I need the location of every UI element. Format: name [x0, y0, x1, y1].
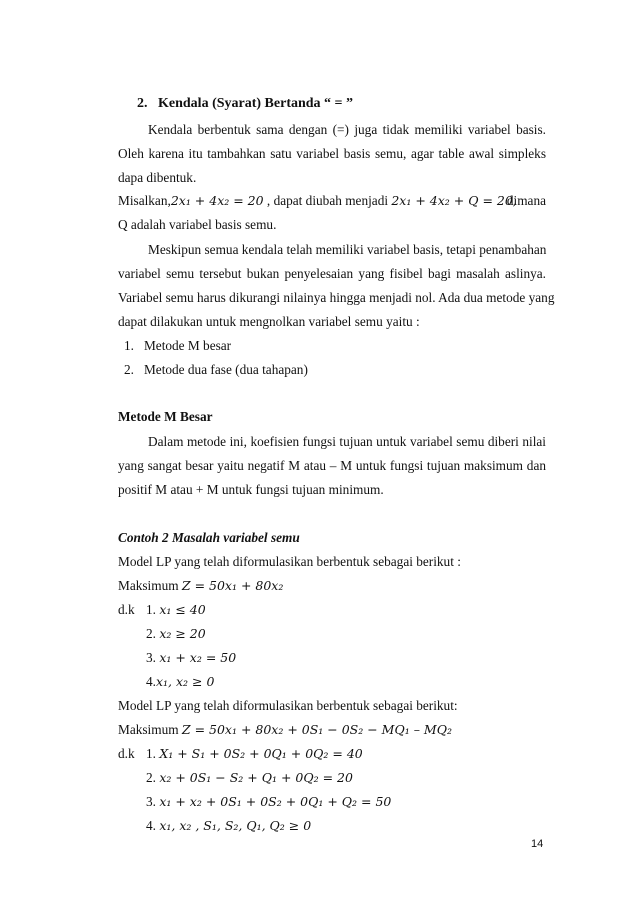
constraint-equation: X₁ + S₁ + 0S₂ + 0Q₁ + 0Q₂ = 40: [159, 746, 363, 761]
constraint-label: d.k: [118, 602, 135, 617]
example-suffix: dimana: [506, 193, 546, 208]
objective-equation: Z = 50x₁ + 80x₂ + 0S₁ − 0S₂ − MQ₁ – MQ₂: [181, 722, 452, 737]
subsection-title: Metode M Besar: [118, 409, 213, 424]
constraint-number: 2.: [146, 770, 156, 785]
heading-title: Kendala (Syarat) Bertanda “ = ”: [158, 96, 354, 111]
equation-artificial: 2x₁ + 4x₂ + Q = 20,: [391, 193, 517, 208]
paragraph-line: Q adalah variabel basis semu.: [118, 217, 277, 232]
constraint-line: [146, 673, 214, 691]
objective-function: [118, 577, 283, 595]
constraint-line: [146, 649, 236, 667]
constraint-equation: x₁ + x₂ + 0S₁ + 0S₂ + 0Q₁ + Q₂ = 50: [159, 794, 392, 809]
example-intro: Model LP yang telah diformulasikan berbentuk sebagai berikut :: [118, 554, 461, 569]
constraint-number: 1.: [146, 746, 156, 761]
constraint-equation: x₂ ≥ 20: [159, 626, 206, 641]
constraint-number: 3.: [146, 650, 156, 665]
objective-equation: Z = 50x₁ + 80x₂: [181, 578, 284, 593]
list-item: [124, 361, 308, 379]
heading-number: 2.: [137, 96, 148, 111]
objective-label: Maksimum: [118, 578, 182, 593]
section-heading: [137, 95, 353, 113]
constraint-number: 1.: [146, 602, 156, 617]
constraint-equation: x₁, x₂ , S₁, S₂, Q₁, Q₂ ≥ 0: [159, 818, 312, 833]
constraint-line: [146, 793, 391, 811]
constraint-number: 4.: [146, 674, 156, 689]
constraint-equation: x₁, x₂ ≥ 0: [155, 674, 215, 689]
list-label: Metode dua fase (dua tahapan): [143, 362, 308, 377]
constraint-equation: x₁ ≤ 40: [159, 602, 206, 617]
paragraph-line: Meskipun semua kendala telah memiliki variabel basis, tetapi penambahan: [148, 242, 547, 257]
equation-original: 2x₁ + 4x₂ = 20: [170, 193, 264, 208]
list-label: Metode M besar: [143, 338, 232, 353]
example-line: [118, 192, 546, 210]
paragraph-line: Dalam metode ini, koefisien fungsi tujuan untuk variabel semu diberi nilai: [148, 434, 546, 449]
paragraph-line: positif M atau + M untuk fungsi tujuan minimum.: [118, 482, 384, 497]
paragraph-line: dapat dilakukan untuk mengnolkan variabel semu yaitu :: [118, 314, 420, 329]
paragraph-line: Kendala berbentuk sama dengan (=) juga tidak memiliki variabel basis.: [148, 122, 546, 137]
constraint-label: d.k: [118, 746, 135, 761]
list-item: [124, 337, 231, 355]
constraint-number: 3.: [146, 794, 156, 809]
constraint-line: [146, 625, 206, 643]
objective-function: [118, 721, 452, 739]
example-mid: , dapat diubah menjadi: [263, 193, 392, 208]
page-number: 14: [531, 838, 544, 850]
constraint-line: [146, 601, 206, 619]
constraint-number: 4.: [146, 818, 156, 833]
example-prefix: Misalkan,: [118, 193, 171, 208]
paragraph-line: yang sangat besar yaitu negatif M atau – M untuk fungsi tujuan maksimum dan: [118, 458, 546, 473]
constraint-equation: x₁ + x₂ = 50: [159, 650, 237, 665]
list-number: 2.: [124, 362, 134, 377]
constraint-line: [146, 769, 353, 787]
objective-label: Maksimum: [118, 722, 182, 737]
paragraph-line: Variabel semu harus dikurangi nilainya hingga menjadi nol. Ada dua metode yang: [118, 290, 555, 305]
constraint-line: [146, 817, 311, 835]
constraint-equation: x₂ + 0S₁ − S₂ + Q₁ + 0Q₂ = 20: [159, 770, 353, 785]
constraint-line: [146, 745, 363, 763]
paragraph-line: variabel semu tersebut bukan penyelesaian yang fisibel bagi masalah aslinya.: [118, 266, 546, 281]
list-number: 1.: [124, 338, 134, 353]
paragraph-line: dapa dibentuk.: [118, 170, 197, 185]
constraint-number: 2.: [146, 626, 156, 641]
example-title: Contoh 2 Masalah variabel semu: [118, 530, 300, 545]
paragraph-line: Oleh karena itu tambahkan satu variabel basis semu, agar table awal simpleks: [118, 146, 546, 161]
example-intro: Model LP yang telah diformulasikan berbentuk sebagai berikut:: [118, 698, 458, 713]
